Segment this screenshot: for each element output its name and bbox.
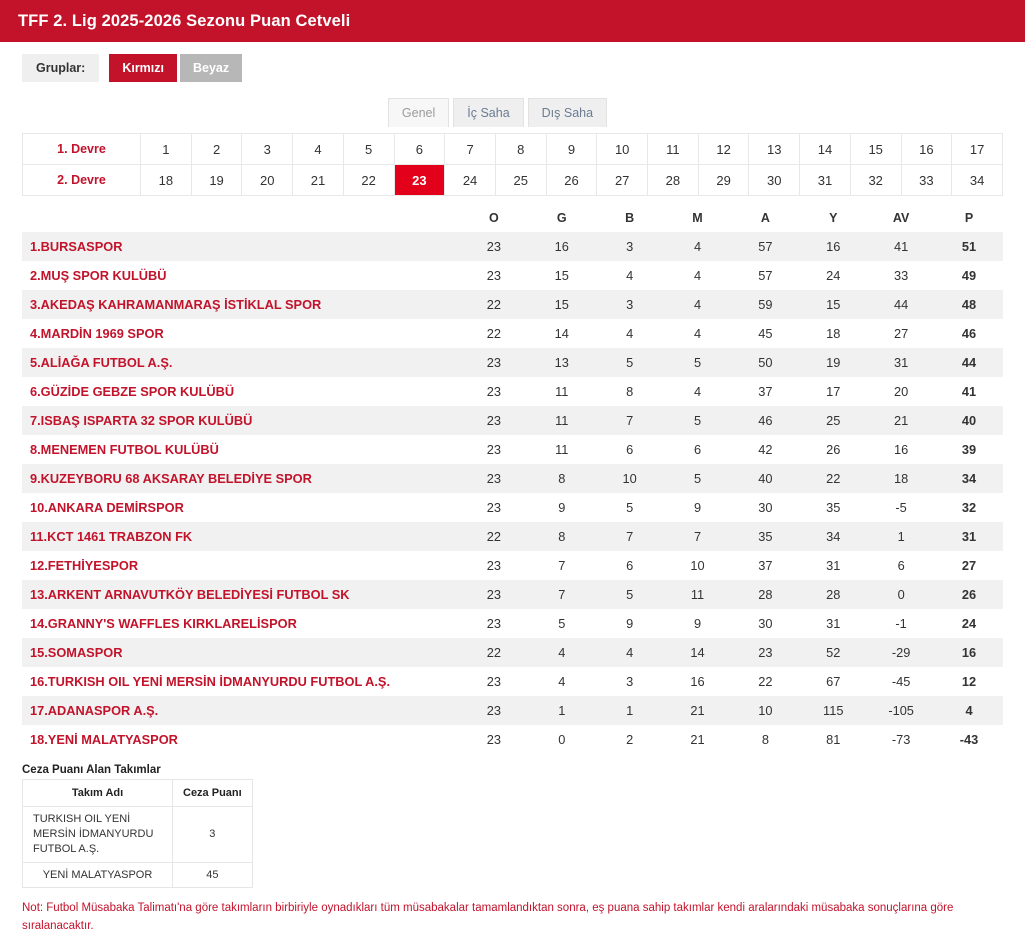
goals-against: 15 [799, 290, 867, 319]
team-name[interactable]: 11.KCT 1461 TRABZON FK [22, 522, 460, 551]
table-row [22, 464, 1003, 493]
week-21[interactable]: 21 [293, 165, 344, 196]
won: 7 [528, 580, 596, 609]
tab-ic-saha[interactable]: İç Saha [453, 98, 523, 127]
goals-against: 16 [799, 232, 867, 261]
goals-against: 31 [826, 616, 841, 631]
week-11[interactable]: 11 [648, 134, 699, 165]
lost: 14 [664, 638, 732, 667]
won: 9 [558, 500, 566, 515]
week-9[interactable]: 9 [546, 134, 597, 165]
lost: 5 [664, 406, 732, 435]
points: 24 [961, 616, 977, 631]
won: 4 [528, 638, 596, 667]
table-row [22, 435, 1003, 464]
table-row [22, 319, 1003, 348]
played: 23 [460, 348, 528, 377]
week-8[interactable]: 8 [495, 134, 546, 165]
goals-for: 50 [731, 348, 799, 377]
points: 16 [935, 638, 1003, 667]
footnote: Not: Futbol Müsabaka Talimatı'na göre takımların birbiriyle oynadıkları tüm müsabakalar tamamlandıktan sonra, eş puana sahip takımlar kendi aralarındaki müsabaka sonuçlarına göre sıralanacaktır. [22, 902, 954, 933]
points: 48 [935, 290, 1003, 319]
goals-for: 37 [758, 558, 773, 573]
goals-for: 42 [758, 442, 773, 457]
table-row [22, 638, 1003, 667]
tab-genel[interactable]: Genel [388, 98, 449, 127]
goal-diff: 31 [867, 348, 935, 377]
goal-diff: 27 [894, 326, 909, 341]
points: 49 [961, 268, 977, 283]
drawn: 6 [626, 558, 634, 573]
goals-for: 8 [761, 732, 769, 747]
table-row [22, 261, 1003, 290]
week-31[interactable]: 31 [800, 165, 851, 196]
team-name[interactable]: 8.MENEMEN FUTBOL KULÜBÜ [30, 442, 219, 457]
team-name[interactable]: 2.MUŞ SPOR KULÜBÜ [30, 268, 167, 283]
lost: 4 [693, 268, 702, 283]
team-name[interactable]: 18.YENİ MALATYASPOR [30, 732, 178, 747]
team-name[interactable]: 16.TURKISH OIL YENİ MERSİN İDMANYURDU FUTBOL A.Ş. [30, 674, 391, 689]
team-name[interactable]: 13.ARKENT ARNAVUTKÖY BELEDİYESİ FUTBOL SK [22, 580, 460, 609]
goals-for: 37 [758, 384, 773, 399]
won: 8 [528, 464, 596, 493]
lost: 10 [690, 558, 705, 573]
goals-against: 67 [826, 674, 841, 689]
lost: 4 [664, 290, 732, 319]
week-17[interactable]: 17 [952, 134, 1003, 165]
tab-dis-saha[interactable]: Dış Saha [528, 98, 607, 127]
goal-diff: 1 [867, 522, 935, 551]
played: 22 [460, 638, 528, 667]
group-button-beyaz[interactable]: Beyaz [180, 54, 242, 82]
weeks-row-first-half [23, 134, 1003, 165]
goals-against: 17 [826, 384, 841, 399]
points: 51 [935, 232, 1003, 261]
goal-diff: 33 [894, 268, 909, 283]
points: 44 [935, 348, 1003, 377]
goals-for: 23 [731, 638, 799, 667]
goals-for: 35 [731, 522, 799, 551]
goal-diff: -5 [895, 500, 907, 515]
week-7[interactable]: 7 [445, 134, 496, 165]
week-34[interactable]: 34 [952, 165, 1003, 196]
week-23-selected[interactable]: 23 [394, 165, 445, 196]
column-team [22, 204, 460, 232]
team-name[interactable]: 15.SOMASPOR [22, 638, 460, 667]
team-name[interactable]: 12.FETHİYESPOR [30, 558, 139, 573]
team-name[interactable]: 7.ISBAŞ ISPARTA 32 SPOR KULÜBÜ [22, 406, 460, 435]
won: 7 [558, 558, 566, 573]
drawn: 3 [596, 232, 664, 261]
goals-against: 31 [826, 558, 841, 573]
goal-diff: 18 [867, 464, 935, 493]
column-av: AV [892, 211, 910, 225]
group-button-kirmizi[interactable]: Kırmızı [109, 54, 177, 82]
week-2[interactable]: 2 [191, 134, 242, 165]
goals-against: 18 [826, 326, 841, 341]
venue-tabs [0, 98, 1025, 127]
team-name[interactable]: 6.GÜZİDE GEBZE SPOR KULÜBÜ [30, 384, 235, 399]
played: 22 [460, 522, 528, 551]
week-25[interactable]: 25 [495, 165, 546, 196]
won: 5 [558, 616, 566, 631]
team-name[interactable]: 14.GRANNY'S WAFFLES KIRKLARELİSPOR [30, 616, 297, 631]
lost: 21 [664, 696, 732, 725]
column-m: M [692, 211, 703, 225]
goals-for: 22 [758, 674, 773, 689]
goals-for: 30 [758, 500, 773, 515]
week-20[interactable]: 20 [242, 165, 293, 196]
played: 23 [486, 674, 501, 689]
week-6[interactable]: 6 [394, 134, 445, 165]
weeks-table [22, 133, 1003, 196]
played: 23 [486, 732, 501, 747]
team-name[interactable]: 9.KUZEYBORU 68 AKSARAY BELEDİYE SPOR [22, 464, 460, 493]
lost: 5 [664, 348, 732, 377]
team-name[interactable]: 4.MARDİN 1969 SPOR [30, 326, 164, 341]
lost: 4 [693, 384, 702, 399]
table-row [22, 551, 1003, 580]
goal-diff: 0 [867, 580, 935, 609]
goal-diff: 20 [894, 384, 909, 399]
goals-for: 30 [758, 616, 773, 631]
points: 31 [935, 522, 1003, 551]
played: 23 [486, 558, 501, 573]
points: 26 [935, 580, 1003, 609]
played: 23 [460, 580, 528, 609]
points: 4 [935, 696, 1003, 725]
penalty-points: 3 [173, 807, 253, 863]
won: 11 [555, 384, 569, 399]
penalty-points: 45 [173, 862, 253, 888]
week-10[interactable]: 10 [597, 134, 648, 165]
goal-diff: 44 [867, 290, 935, 319]
won: 11 [528, 406, 596, 435]
week-18[interactable]: 18 [141, 165, 192, 196]
goals-against: 52 [799, 638, 867, 667]
played: 23 [486, 616, 501, 631]
team-name[interactable]: 17.ADANASPOR A.Ş. [22, 696, 460, 725]
lost: 4 [693, 326, 702, 341]
lost: 4 [664, 232, 732, 261]
drawn: 7 [596, 522, 664, 551]
week-4[interactable]: 4 [293, 134, 344, 165]
points: 34 [935, 464, 1003, 493]
week-16[interactable]: 16 [901, 134, 952, 165]
played: 23 [486, 500, 501, 515]
goals-against: 26 [826, 442, 841, 457]
table-row [22, 522, 1003, 551]
goals-for: 45 [758, 326, 773, 341]
week-3[interactable]: 3 [242, 134, 293, 165]
goals-against: 81 [826, 732, 841, 747]
table-row [22, 406, 1003, 435]
table-row [22, 348, 1003, 377]
played: 23 [460, 232, 528, 261]
standings-header-row [22, 204, 1003, 232]
won: 15 [528, 290, 596, 319]
second-half-label: 2. Devre [23, 165, 141, 196]
points: 39 [961, 442, 977, 457]
penalty-table-title: Ceza Puanı Alan Takımlar [22, 764, 161, 776]
drawn: 7 [596, 406, 664, 435]
week-33[interactable]: 33 [901, 165, 952, 196]
played: 23 [460, 406, 528, 435]
weeks-row-second-half [23, 165, 1003, 196]
penalty-row [23, 807, 253, 863]
week-19[interactable]: 19 [191, 165, 242, 196]
week-5[interactable]: 5 [343, 134, 394, 165]
won: 4 [558, 674, 566, 689]
goal-diff: -73 [891, 732, 911, 747]
team-name[interactable]: 1.BURSASPOR [22, 232, 460, 261]
week-22[interactable]: 22 [343, 165, 394, 196]
goals-for: 28 [731, 580, 799, 609]
groups-label: Gruplar: [22, 54, 99, 82]
week-12[interactable]: 12 [698, 134, 749, 165]
column-o: O [489, 211, 499, 225]
goals-for: 46 [731, 406, 799, 435]
played: 23 [460, 696, 528, 725]
won: 16 [528, 232, 596, 261]
drawn: 4 [626, 326, 634, 341]
week-26[interactable]: 26 [546, 165, 597, 196]
points: 32 [961, 500, 977, 515]
penalty-header-row [23, 780, 253, 807]
penalty-column-points: Ceza Puanı [173, 780, 253, 807]
won: 14 [554, 326, 569, 341]
goals-for: 57 [731, 232, 799, 261]
goal-diff: 6 [897, 558, 905, 573]
team-name[interactable]: 5.ALİAĞA FUTBOL A.Ş. [22, 348, 460, 377]
first-half-label: 1. Devre [23, 134, 141, 165]
drawn: 5 [626, 500, 634, 515]
team-name[interactable]: 10.ANKARA DEMİRSPOR [30, 500, 184, 515]
week-27[interactable]: 27 [597, 165, 648, 196]
table-row [22, 377, 1003, 406]
goals-against: 19 [799, 348, 867, 377]
drawn: 4 [626, 268, 634, 283]
goals-against: 28 [799, 580, 867, 609]
drawn: 9 [626, 616, 634, 631]
column-b: B [625, 211, 635, 225]
won: 8 [528, 522, 596, 551]
points: 27 [961, 558, 977, 573]
standings-body [22, 232, 1003, 754]
goal-diff: -45 [891, 674, 911, 689]
goals-for: 57 [758, 268, 773, 283]
drawn: 4 [596, 638, 664, 667]
lost: 9 [693, 500, 702, 515]
table-row [22, 667, 1003, 696]
goals-against: 35 [826, 500, 841, 515]
penalty-team-name: YENİ MALATYASPOR [23, 862, 173, 888]
goal-diff: -29 [867, 638, 935, 667]
week-15[interactable]: 15 [850, 134, 901, 165]
column-a: A [760, 211, 770, 225]
played: 23 [486, 384, 501, 399]
lost: 6 [693, 442, 702, 457]
penalty-row [23, 862, 253, 888]
drawn: 8 [626, 384, 634, 399]
week-14[interactable]: 14 [800, 134, 851, 165]
won: 15 [554, 268, 569, 283]
goal-diff: 41 [867, 232, 935, 261]
table-row [22, 580, 1003, 609]
won: 11 [555, 442, 569, 457]
page-header [0, 0, 1025, 42]
goals-against: 25 [799, 406, 867, 435]
lost: 9 [693, 616, 702, 631]
column-g: G [556, 211, 567, 225]
penalty-team-name: TURKISH OIL YENİ MERSİN İDMANYURDU FUTBOL A.Ş. [23, 807, 173, 863]
goals-against: 24 [826, 268, 841, 283]
won: 1 [528, 696, 596, 725]
goal-diff: 21 [867, 406, 935, 435]
week-28[interactable]: 28 [648, 165, 699, 196]
played: 23 [460, 464, 528, 493]
goals-for: 10 [731, 696, 799, 725]
team-name[interactable]: 3.AKEDAŞ KAHRAMANMARAŞ İSTİKLAL SPOR [22, 290, 460, 319]
page-title: TFF 2. Lig 2025-2026 Sezonu Puan Cetveli [18, 11, 351, 30]
points: 46 [961, 326, 977, 341]
week-32[interactable]: 32 [850, 165, 901, 196]
goals-against: 115 [799, 696, 867, 725]
table-row [22, 290, 1003, 319]
won: 0 [558, 732, 566, 747]
groups-selector [0, 42, 1025, 88]
drawn: 6 [626, 442, 634, 457]
drawn: 5 [596, 348, 664, 377]
week-24[interactable]: 24 [445, 165, 496, 196]
drawn: 1 [596, 696, 664, 725]
table-row [22, 696, 1003, 725]
column-p: P [964, 211, 974, 225]
points: 40 [935, 406, 1003, 435]
drawn: 3 [596, 290, 664, 319]
drawn: 3 [626, 674, 634, 689]
played: 22 [486, 326, 501, 341]
goal-diff: -105 [867, 696, 935, 725]
drawn: 10 [596, 464, 664, 493]
drawn: 2 [626, 732, 634, 747]
penalty-table [22, 779, 253, 888]
week-29[interactable]: 29 [698, 165, 749, 196]
goals-for: 40 [731, 464, 799, 493]
penalty-column-team: Takım Adı [23, 780, 173, 807]
lost: 21 [690, 732, 705, 747]
goals-against: 22 [799, 464, 867, 493]
lost: 7 [664, 522, 732, 551]
table-row [22, 609, 1003, 638]
week-13[interactable]: 13 [749, 134, 800, 165]
week-1[interactable]: 1 [141, 134, 192, 165]
lost: 11 [664, 580, 732, 609]
table-row [22, 232, 1003, 261]
week-30[interactable]: 30 [749, 165, 800, 196]
standings-table [22, 204, 1003, 754]
lost: 16 [690, 674, 705, 689]
played: 23 [486, 442, 501, 457]
goals-against: 34 [799, 522, 867, 551]
points: 41 [961, 384, 977, 399]
played: 23 [486, 268, 501, 283]
won: 13 [528, 348, 596, 377]
goal-diff: -1 [895, 616, 907, 631]
table-row [22, 493, 1003, 522]
table-row [22, 725, 1003, 754]
goals-for: 59 [731, 290, 799, 319]
played: 22 [460, 290, 528, 319]
points: -43 [959, 732, 979, 747]
points: 12 [961, 674, 977, 689]
drawn: 5 [596, 580, 664, 609]
lost: 5 [664, 464, 732, 493]
column-y: Y [829, 211, 838, 225]
goal-diff: 16 [894, 442, 909, 457]
